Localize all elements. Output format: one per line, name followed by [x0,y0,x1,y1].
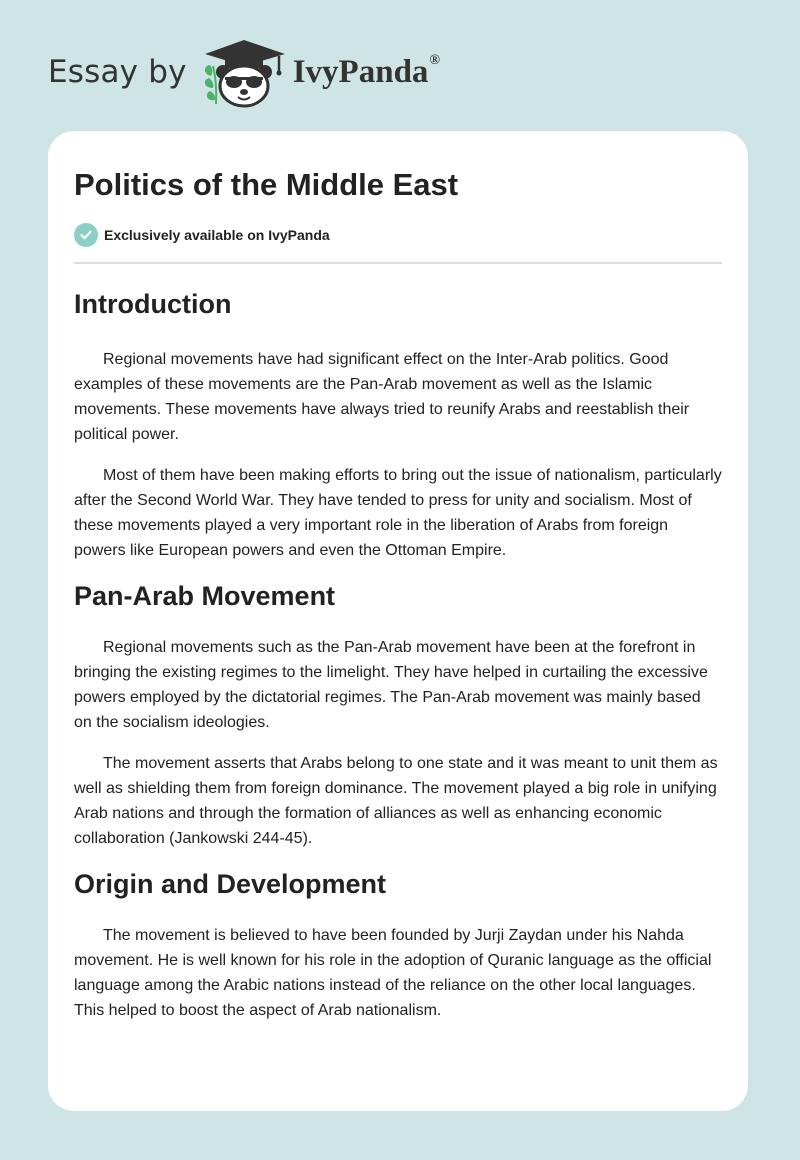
page-title: Politics of the Middle East [74,167,459,202]
section-heading: Introduction [74,289,232,319]
divider [74,262,722,264]
section-origin-and-development [74,868,722,1023]
badge-label: Exclusively available on IvyPanda [104,227,330,243]
paragraph: The movement is believed to have been founded by Jurji Zaydan under his Nahda movement. He is well known for his role in the adoption of Quranic language as the official language among the Arabic nations instead of the reliance on the other local languages. This helped to boost the aspect of Arab nationalism. [74,927,712,1019]
exclusive-badge [74,222,722,248]
section-heading: Pan-Arab Movement [74,581,336,611]
section-introduction [74,288,722,563]
section-pan-arab-movement [74,580,722,851]
essay-card [48,131,748,1111]
essay-by-label: Essay by [48,54,187,90]
paragraph: Regional movements have had significant effect on the Inter-Arab politics. Good examples of these movements are the Pan-Arab movement as well as the Islamic movements. These movements have always tried to reunify Arabs and reestablish their political power. [74,351,690,443]
site-header [48,36,440,108]
paragraph: Most of them have been making efforts to bring out the issue of nationalism, particularly after the Second World War. They have tended to press for unity and socialism. Most of these movements played a very important role in the liberation of Arabs from foreign powers like European powers and even the Ottoman Empire. [74,467,722,559]
ivypanda-logo[interactable] [201,36,440,108]
brand-name: IvyPanda® [292,52,440,90]
section-heading: Origin and Development [74,869,387,899]
paragraph: The movement asserts that Arabs belong to one state and it was meant to unit them as well as shielding them from foreign dominance. The movement played a big role in unifying Arab nations and through the formation of alliances as well as enhancing economic collaboration (Jankowski 244-45). [74,755,718,847]
paragraph: Regional movements such as the Pan-Arab movement have been at the forefront in bringing the existing regimes to the limelight. They have helped in curtailing the excessive powers employed by the dictatorial regimes. The Pan-Arab movement was mainly based on the socialism ideologies. [74,639,708,731]
panda-mascot-icon [201,36,287,108]
check-icon [74,223,98,247]
